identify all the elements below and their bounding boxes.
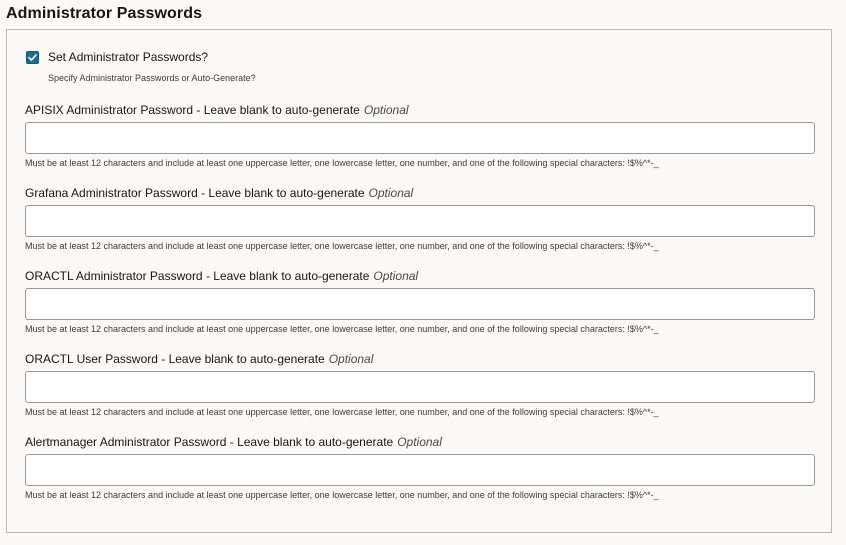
alertmanager-password-label: Alertmanager Administrator Password - Leave blank to auto-generate	[25, 435, 394, 449]
password-requirements-help: Must be at least 12 characters and include at least one uppercase letter, one lowercase letter, one number, and one of the following special characters: !$%^*-_	[25, 490, 659, 500]
apisix-password-input[interactable]	[25, 122, 815, 154]
set-passwords-toggle[interactable]	[26, 50, 208, 64]
administrator-passwords-panel	[6, 29, 832, 533]
oractl-admin-password-input[interactable]	[25, 288, 815, 320]
section-title: Administrator Passwords	[6, 5, 203, 22]
optional-tag: Optional	[368, 186, 414, 200]
set-passwords-checkbox[interactable]	[26, 51, 39, 64]
apisix-password-label: APISIX Administrator Password - Leave blank to auto-generate	[25, 103, 360, 117]
optional-tag: Optional	[397, 435, 442, 449]
optional-tag: Optional	[363, 103, 409, 117]
alertmanager-password-input[interactable]	[25, 454, 815, 486]
password-requirements-help: Must be at least 12 characters and include at least one uppercase letter, one lowercase letter, one number, and one of the following special characters: !$%^*-_	[25, 158, 659, 168]
oractl-admin-password-label: ORACTL Administrator Password - Leave blank to auto-generate	[25, 269, 370, 283]
set-passwords-help: Specify Administrator Passwords or Auto-Generate?	[48, 73, 256, 83]
set-passwords-label: Set Administrator Passwords?	[48, 50, 209, 64]
optional-tag: Optional	[328, 352, 374, 366]
grafana-password-input[interactable]	[25, 205, 815, 237]
alertmanager-password-field	[25, 435, 815, 500]
oractl-user-password-label: ORACTL User Password - Leave blank to auto-generate	[25, 352, 325, 366]
oractl-admin-password-field	[25, 269, 815, 334]
password-requirements-help: Must be at least 12 characters and include at least one uppercase letter, one lowercase letter, one number, and one of the following special characters: !$%^*-_	[25, 241, 659, 251]
oractl-user-password-field	[25, 352, 815, 417]
apisix-password-field	[25, 103, 815, 168]
grafana-password-label: Grafana Administrator Password - Leave blank to auto-generate	[25, 186, 365, 200]
oractl-user-password-input[interactable]	[25, 371, 815, 403]
grafana-password-field	[25, 186, 815, 251]
optional-tag: Optional	[373, 269, 419, 283]
password-requirements-help: Must be at least 12 characters and include at least one uppercase letter, one lowercase letter, one number, and one of the following special characters: !$%^*-_	[25, 324, 659, 334]
checkmark-icon	[27, 52, 38, 63]
password-requirements-help: Must be at least 12 characters and include at least one uppercase letter, one lowercase letter, one number, and one of the following special characters: !$%^*-_	[25, 407, 659, 417]
